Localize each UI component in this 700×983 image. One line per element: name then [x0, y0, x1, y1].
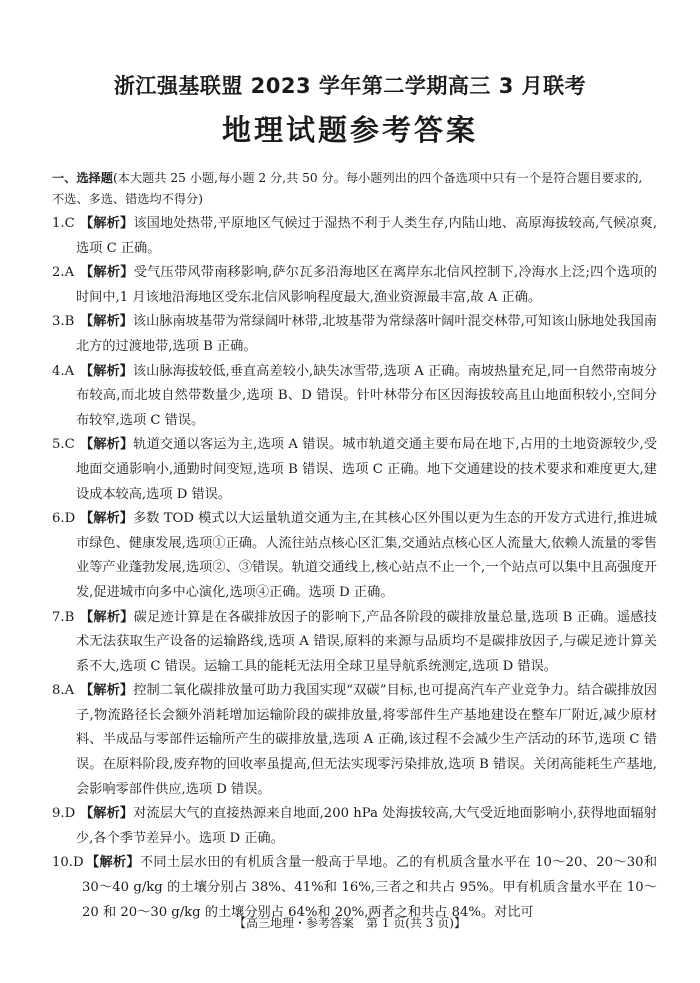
analysis-tag: 【解析】	[80, 806, 134, 822]
analysis-tag: 【解析】	[86, 855, 140, 871]
exam-title: 浙江强基联盟 2023 学年第二学期高三 3 月联考	[113, 74, 587, 98]
answer-number: 1.C	[52, 216, 75, 231]
answer-number: 8.A	[52, 683, 75, 699]
analysis-tag: 【解析】	[80, 265, 134, 281]
analysis-tag: 【解析】	[80, 363, 133, 379]
answer-number: 7.B	[52, 609, 75, 625]
answer-number: 2.A	[52, 265, 75, 281]
answer-number: 9.D	[52, 806, 76, 822]
answer-item	[52, 261, 657, 310]
answer-item	[52, 310, 657, 359]
analysis-tag: 【解析】	[80, 216, 134, 231]
analysis-tag: 【解析】	[80, 683, 134, 699]
answer-item	[52, 802, 657, 851]
document-title: 地理试题参考答案	[221, 113, 478, 147]
answer-text: 多数 TOD 模式以大运量轨道交通为主,在其核心区外围以更为生态的开发方式进行,推进城市绿色、健康发展,选项①正确。人流往站点核心区汇集,交通站点核心区人流量大,依赖人流量的零售业等产业蓬勃发展,选项②、③错误。轨道交通线上,核心站点不止一个,一个站点可以集中且高强度开发,促进城市向多中心演化,选项④正确。选项 D 正确。	[76, 511, 658, 600]
answer-number: 5.C	[52, 437, 75, 453]
analysis-tag: 【解析】	[80, 609, 134, 625]
answer-text: 不同土层水田的有机质含量一般高于旱地。乙的有机质含量水平在 10～20、20～30和 30～40 g/kg 的土壤分别占 38%、41%和 16%,三者之和共占 95%。甲有机质含量水平在 10～20 和 20～30 g/kg 的土壤分别占 64%和 20%,两者之和共占 84%。对比可	[82, 855, 658, 920]
answer-item	[52, 433, 657, 507]
answer-number: 10.D	[52, 855, 84, 871]
analysis-tag: 【解析】	[80, 437, 134, 453]
answer-number: 4.A	[52, 363, 75, 379]
answer-item	[52, 507, 657, 605]
answer-text: 控制二氧化碳排放量可助力我国实现“双碳”目标,也可提高汽车产业竞争力。结合碳排放因子,物流路径长会额外消耗增加运输阶段的碳排放量,将零部件生产基地建设在整车厂附近,减少原材料、半成品与零部件运输所产生的碳排放量,选项 A 正确,该过程不会减少生产活动的环节,选项 C 错误。在原料阶段,废弃物的回收率虽提高,但无法实现零污染排放,选项 B 错误。关闭高能耗生产基地,会影响零部件供应,选项 D 错误。	[76, 683, 657, 797]
answer-text: 碳足迹计算是在各碳排放因子的影响下,产品各阶段的碳排放量总量,选项 B 正确。遥感技术无法获取生产设备的运输路线,选项 A 错误,原料的来源与品质均不是碳排放因子,与碳足迹计算关系不大,选项 C 错误。运输工具的能耗无法用全球卫星导航系统测定,选项 D 错误。	[76, 609, 657, 674]
analysis-tag: 【解析】	[80, 314, 133, 330]
section-description: (本大题共 25 小题,每小题 2 分,共 50 分。每小题列出的四个备选项中只有一个是符合题目要求的,不选、多选、错选均不得分)	[52, 171, 643, 206]
answer-number: 6.D	[52, 511, 76, 527]
answer-item	[52, 679, 657, 802]
answer-text: 该山脉海拔较低,垂直高差较小,缺失冰雪带,选项 A 正确。南坡热量充足,同一自然带南坡分布较高,而北坡自然带数量少,选项 B、D 错误。针叶林带分布区因海拔较高且山地面积较小,空间分布较窄,选项 C 错误。	[76, 363, 658, 428]
answer-text: 该山脉南坡基带为常绿阔叶林带,北坡基带为常绿落叶阔叶混交林带,可知该山脉地处我国南北方的过渡地带,选项 B 正确。	[76, 314, 657, 354]
answer-text: 该国地处热带,平原地区气候过于湿热不利于人类生存,内陆山地、高原海拔较高,气候凉爽,选项 C 正确。	[76, 216, 658, 256]
answer-text: 轨道交通以客运为主,选项 A 错误。城市轨道交通主要布局在地下,占用的土地资源较少,受地面交通影响小,通勤时间变短,选项 B 错误、选项 C 正确。地下交通建设的技术要求和难度更大,建设成本较高,选项 D 错误。	[76, 437, 658, 502]
answer-list	[52, 212, 657, 925]
section-label: 一、选择题	[52, 171, 113, 185]
analysis-tag: 【解析】	[80, 511, 133, 527]
section-heading	[52, 168, 652, 210]
answer-item	[52, 212, 657, 261]
answer-number: 3.B	[52, 314, 75, 330]
page-footer: 【高三地理・参考答案 第 1 页(共 3 页)】	[234, 916, 466, 930]
answer-item	[52, 360, 657, 434]
answer-item	[52, 606, 657, 680]
answer-text: 受气压带风带南移影响,萨尔瓦多沿海地区在离岸东北信风控制下,冷海水上泛;四个选项的时间中,1 月该地沿海地区受东北信风影响程度最大,渔业资源最丰富,故 A 正确。	[76, 265, 657, 305]
answer-text: 对流层大气的直接热源来自地面,200 hPa 处海拔较高,大气受近地面影响小,获得地面辐射少,各个季节差异小。选项 D 正确。	[76, 806, 657, 846]
